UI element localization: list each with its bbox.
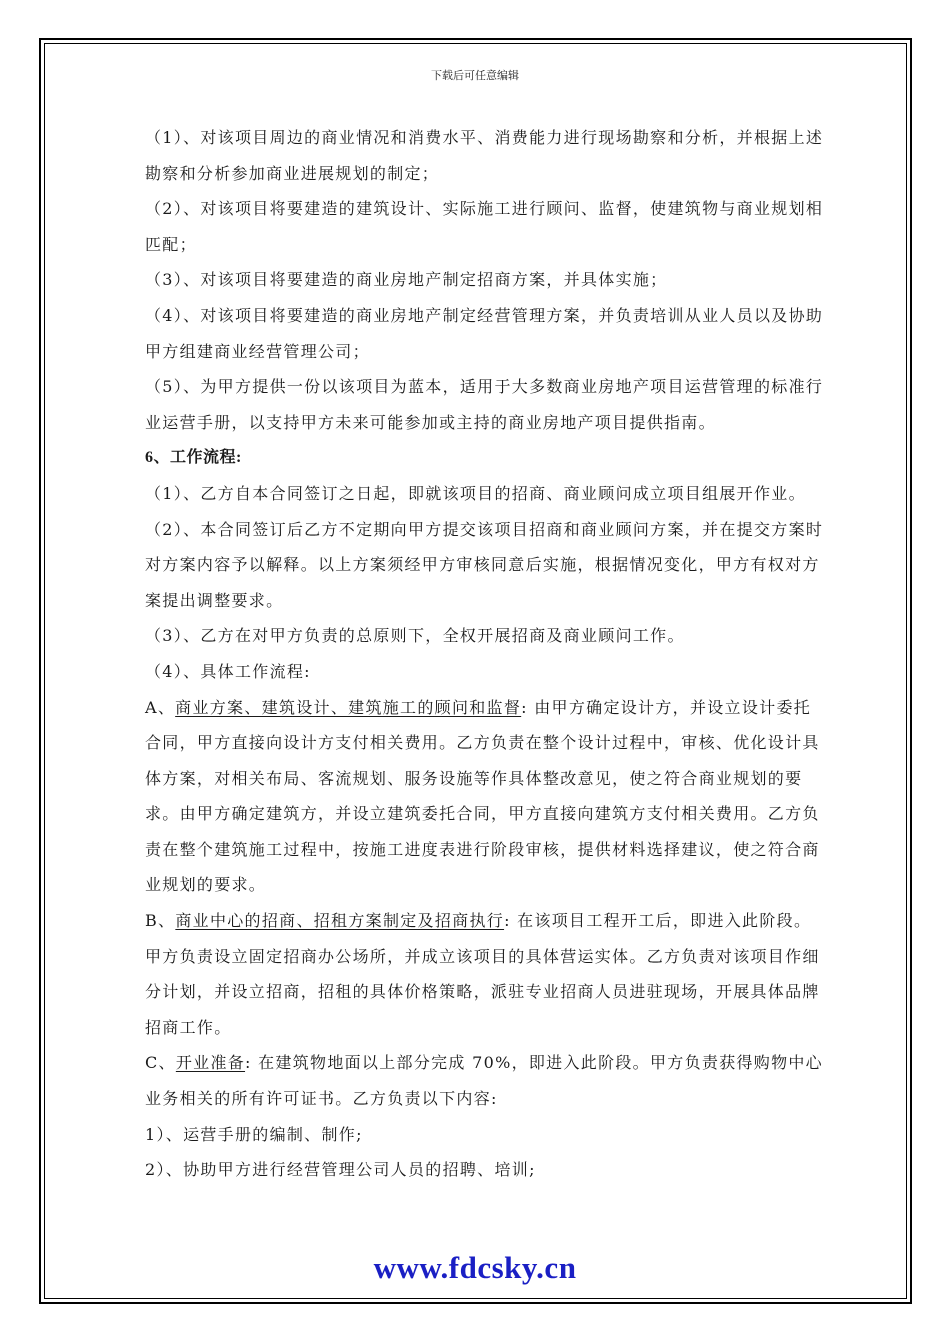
scope-item-3: （3）、对该项目将要建造的商业房地产制定招商方案，并具体实施；	[145, 270, 668, 290]
stage-a-body: : 由甲方确定设计方，并设立设计委托合同，甲方直接向设计方支付相关费用。乙方负责在整个设计过程中，审核、优化设计具体方案，对相关布局、客流规划、服务设施等作具体整改意见，使之符合商业规划的要求。由甲方确定建筑方，并设立建筑委托合同，甲方直接向建筑方支付相关费用。乙方负责在整个建筑施工过程中，按施工进度表进行阶段审核，提供材料选择建议，使之符合商业规划的要求。	[145, 697, 820, 895]
stage-c-prefix: C、	[145, 1053, 176, 1073]
flow-item-3: （3）、乙方在对甲方负责的总原则下，全权开展招商及商业顾问工作。	[145, 626, 685, 646]
flow-item-2: （2）、本合同签订后乙方不定期向甲方提交该项目招商和商业顾问方案，并在提交方案时对方案内容予以解释。以上方案须经甲方审核同意后实施，根据情况变化，甲方有权对方案提出调整要求。	[145, 519, 824, 610]
stage-c	[145, 1045, 825, 1116]
sub-item-2: 2）、协助甲方进行经营管理公司人员的招聘、培训;	[145, 1160, 536, 1180]
section-heading: 6、工作流程:	[145, 449, 242, 467]
scope-item-5: （5）、为甲方提供一份以该项目为蓝本，适用于大多数商业房地产项目运营管理的标准行业运营手册，以支持甲方未来可能参加或主持的商业房地产项目提供指南。	[145, 377, 824, 432]
stage-b-prefix: B、	[145, 911, 176, 931]
flow-item-1: （1）、乙方自本合同签订之日起，即就该项目的招商、商业顾问成立项目组展开作业。	[145, 483, 806, 503]
stage-b-title: 商业中心的招商、招租方案制定及招商执行	[175, 911, 505, 931]
stage-b	[145, 903, 825, 1045]
stage-a	[145, 690, 825, 904]
stage-a-prefix: A、	[145, 697, 176, 717]
stage-b-body: : 在该项目工程开工后，即进入此阶段。甲方负责设立固定招商办公场所，并成立该项目的具体营运实体。乙方负责对该项目作细分计划，并设立招商，招租的具体价格策略，派驻专业招商人员进驻现场，开展具体品牌招商工作。	[145, 911, 820, 1037]
stage-c-body: : 在建筑物地面以上部分完成 70%，即进入此阶段。甲方负责获得购物中心业务相关的所有许可证书。乙方负责以下内容:	[145, 1053, 823, 1109]
scope-item-1: （1）、对该项目周边的商业情况和消费水平、消费能力进行现场勘察和分析，并根据上述勘察和分析参加商业进展规划的制定；	[145, 128, 824, 183]
flow-item-4: （4）、具体工作流程:	[145, 661, 311, 681]
document-body	[145, 120, 825, 1188]
scope-item-4: （4）、对该项目将要建造的商业房地产制定经营管理方案，并负责培训从业人员以及协助甲方组建商业经营管理公司；	[145, 305, 824, 361]
scope-item-2: （2）、对该项目将要建造的建筑设计、实际施工进行顾问、监督，使建筑物与商业规划相匹配；	[145, 199, 824, 254]
header-note: 下载后可任意编辑	[431, 69, 519, 82]
footer-website-link[interactable]: www.fdcsky.cn	[373, 1250, 577, 1285]
sub-item-1: 1）、运营手册的编制、制作;	[145, 1124, 363, 1144]
stage-a-title: 商业方案、建筑设计、建筑施工的顾问和监督	[175, 697, 522, 717]
stage-c-title: 开业准备	[175, 1053, 246, 1073]
